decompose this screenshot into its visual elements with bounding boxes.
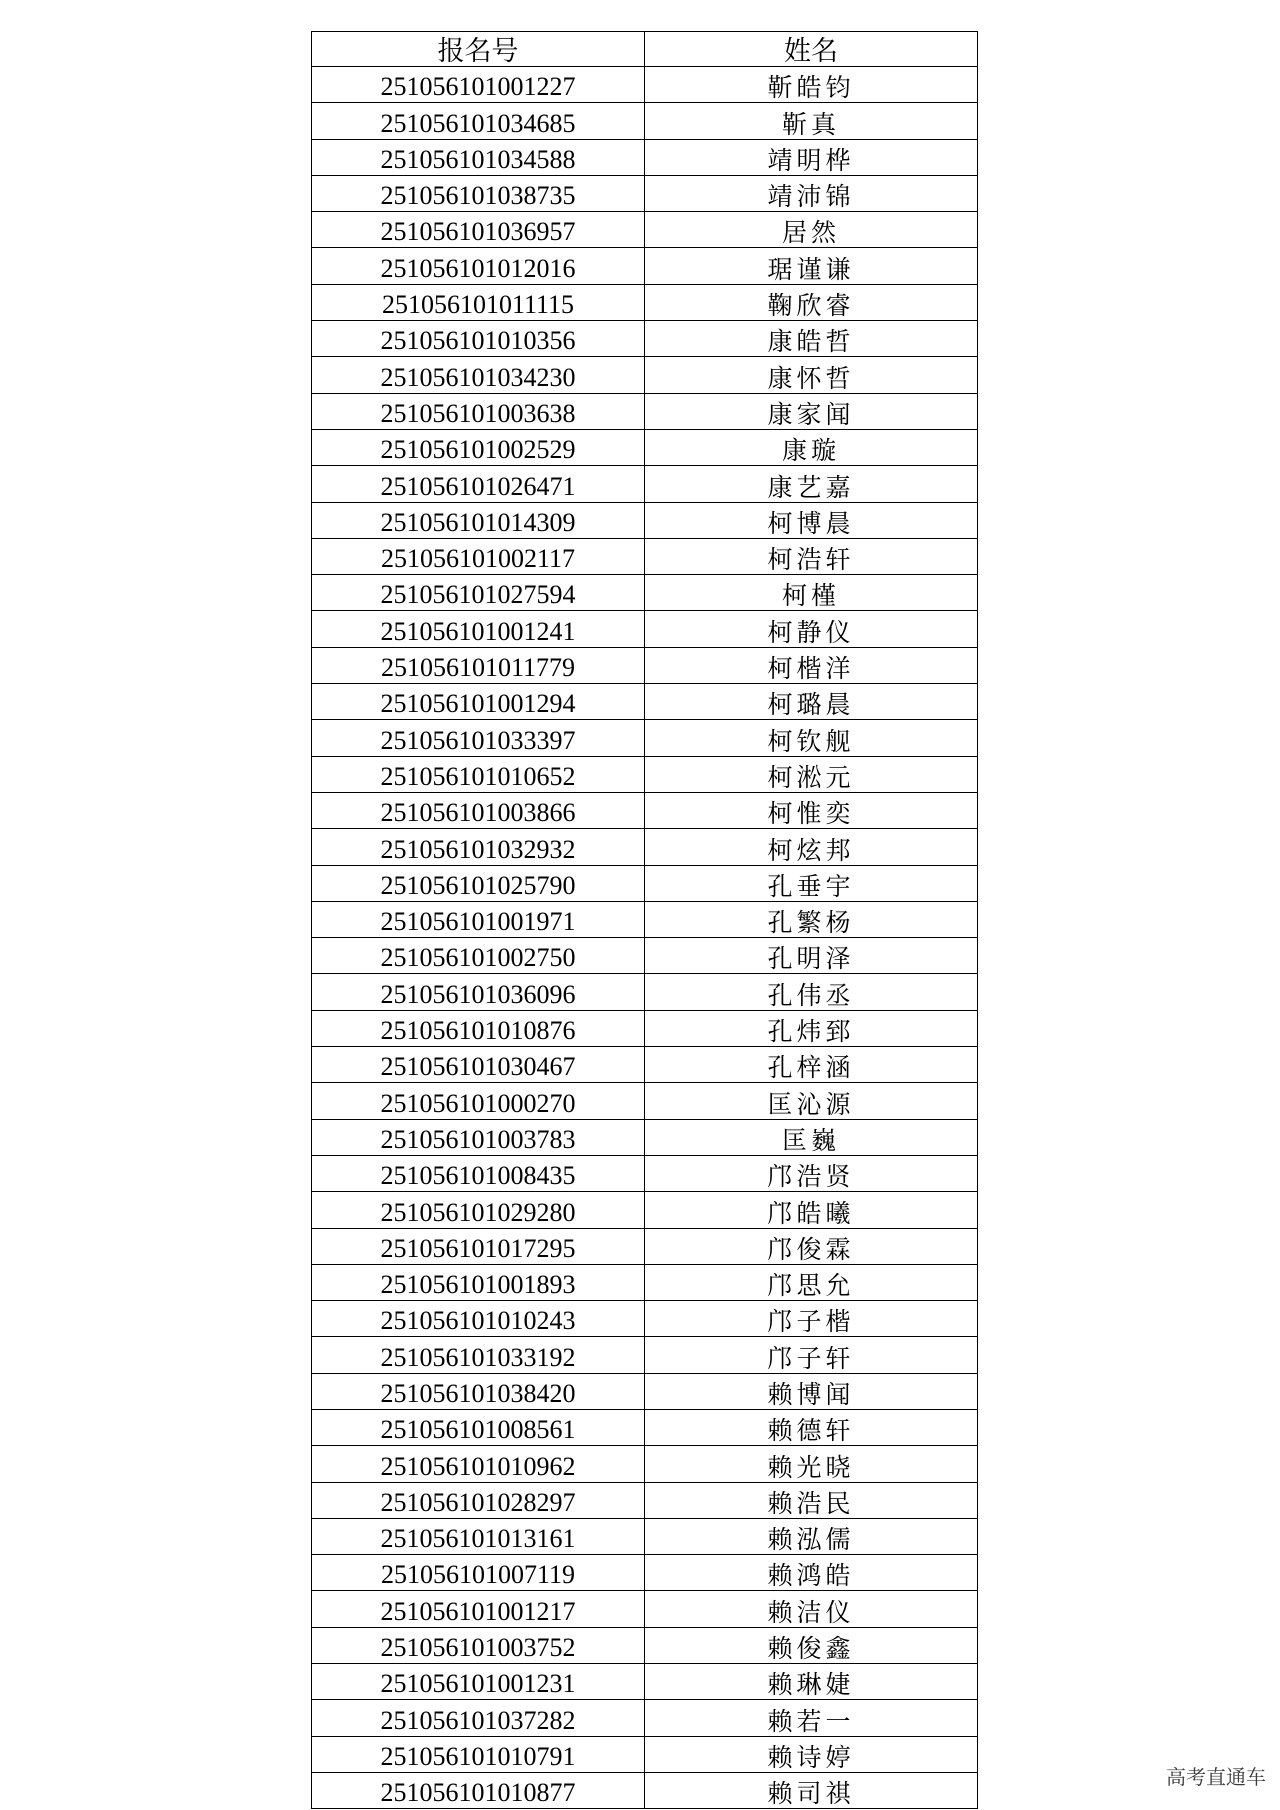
table-row — [312, 1192, 978, 1228]
registration-number-cell: 251056101025790 — [312, 865, 645, 901]
name-cell: 赖博闻 — [645, 1373, 978, 1409]
table-row — [312, 1119, 978, 1155]
name-cell: 赖俊鑫 — [645, 1627, 978, 1663]
table-row — [312, 1301, 978, 1337]
table-row — [312, 1155, 978, 1191]
table-row — [312, 212, 978, 248]
name-cell: 柯浩轩 — [645, 538, 978, 574]
name-cell: 赖德轩 — [645, 1409, 978, 1445]
registration-number-cell: 251056101001294 — [312, 684, 645, 720]
name-cell: 匡沁源 — [645, 1083, 978, 1119]
registration-number-cell: 251056101036957 — [312, 212, 645, 248]
table-row — [312, 393, 978, 429]
registration-number-cell: 251056101026471 — [312, 466, 645, 502]
registration-number-cell: 251056101036096 — [312, 974, 645, 1010]
table-row — [312, 1337, 978, 1373]
table-row — [312, 466, 978, 502]
registration-number-cell: 251056101010243 — [312, 1301, 645, 1337]
registration-number-cell: 251056101010877 — [312, 1772, 645, 1808]
table-row — [312, 502, 978, 538]
name-cell: 邝皓曦 — [645, 1192, 978, 1228]
registration-number-cell: 251056101010876 — [312, 1010, 645, 1046]
registration-number-cell: 251056101034588 — [312, 139, 645, 175]
name-cell: 邝子轩 — [645, 1337, 978, 1373]
table-row — [312, 1664, 978, 1700]
registration-number-cell: 251056101001893 — [312, 1264, 645, 1300]
table-row — [312, 103, 978, 139]
registration-number-cell: 251056101038735 — [312, 175, 645, 211]
registration-number-cell: 251056101027594 — [312, 575, 645, 611]
registration-number-cell: 251056101003866 — [312, 792, 645, 828]
table-row — [312, 1518, 978, 1554]
name-cell: 柯槿 — [645, 575, 978, 611]
table-row — [312, 175, 978, 211]
name-cell: 孔繁杨 — [645, 901, 978, 937]
roster-table — [311, 31, 978, 1809]
name-cell: 柯炫邦 — [645, 829, 978, 865]
name-cell: 孔明泽 — [645, 938, 978, 974]
registration-number-cell: 251056101034685 — [312, 103, 645, 139]
registration-number-cell: 251056101029280 — [312, 1192, 645, 1228]
table-row — [312, 1772, 978, 1808]
table-row — [312, 792, 978, 828]
registration-number-cell: 251056101002117 — [312, 538, 645, 574]
name-cell: 靖明桦 — [645, 139, 978, 175]
name-cell: 靳皓钧 — [645, 67, 978, 103]
name-cell: 赖光晓 — [645, 1446, 978, 1482]
table-row — [312, 938, 978, 974]
table-row — [312, 139, 978, 175]
table-row — [312, 1373, 978, 1409]
table-row — [312, 284, 978, 320]
registration-number-cell: 251056101038420 — [312, 1373, 645, 1409]
name-cell: 康怀哲 — [645, 357, 978, 393]
registration-number-cell: 251056101017295 — [312, 1228, 645, 1264]
registration-number-cell: 251056101002750 — [312, 938, 645, 974]
registration-number-cell: 251056101003783 — [312, 1119, 645, 1155]
registration-number-cell: 251056101000270 — [312, 1083, 645, 1119]
table-row — [312, 1482, 978, 1518]
name-cell: 琚谨谦 — [645, 248, 978, 284]
table-row — [312, 1409, 978, 1445]
registration-number-cell: 251056101001231 — [312, 1664, 645, 1700]
registration-number-cell: 251056101012016 — [312, 248, 645, 284]
header-row — [312, 32, 978, 67]
registration-number-cell: 251056101011115 — [312, 284, 645, 320]
name-cell: 居然 — [645, 212, 978, 248]
name-cell: 靳真 — [645, 103, 978, 139]
name-cell: 柯璐晨 — [645, 684, 978, 720]
name-cell: 康家闻 — [645, 393, 978, 429]
table-row — [312, 684, 978, 720]
registration-number-cell: 251056101001241 — [312, 611, 645, 647]
name-cell: 鞠欣睿 — [645, 284, 978, 320]
table-row — [312, 1591, 978, 1627]
table-row — [312, 901, 978, 937]
table-row — [312, 756, 978, 792]
registration-number-cell: 251056101033397 — [312, 720, 645, 756]
name-cell: 孔梓涵 — [645, 1047, 978, 1083]
table-row — [312, 1555, 978, 1591]
table-row — [312, 1264, 978, 1300]
registration-number-cell: 251056101030467 — [312, 1047, 645, 1083]
name-cell: 赖司祺 — [645, 1772, 978, 1808]
registration-number-cell: 251056101003752 — [312, 1627, 645, 1663]
name-cell: 赖若一 — [645, 1700, 978, 1736]
header-registration-number: 报名号 — [312, 32, 645, 67]
name-cell: 柯淞元 — [645, 756, 978, 792]
table-row — [312, 829, 978, 865]
name-cell: 赖诗婷 — [645, 1736, 978, 1772]
table-row — [312, 357, 978, 393]
table-header — [312, 32, 978, 67]
registration-number-cell: 251056101033192 — [312, 1337, 645, 1373]
name-cell: 赖泓儒 — [645, 1518, 978, 1554]
registration-number-cell: 251056101010791 — [312, 1736, 645, 1772]
table-row — [312, 321, 978, 357]
registration-number-cell: 251056101028297 — [312, 1482, 645, 1518]
registration-number-cell: 251056101032932 — [312, 829, 645, 865]
table-row — [312, 720, 978, 756]
registration-number-cell: 251056101001227 — [312, 67, 645, 103]
name-cell: 邝子楷 — [645, 1301, 978, 1337]
name-cell: 匡巍 — [645, 1119, 978, 1155]
registration-number-cell: 251056101001971 — [312, 901, 645, 937]
name-cell: 柯静仪 — [645, 611, 978, 647]
table-body — [312, 67, 978, 1809]
table-row — [312, 1083, 978, 1119]
registration-number-cell: 251056101008561 — [312, 1409, 645, 1445]
registration-number-cell: 251056101007119 — [312, 1555, 645, 1591]
table-row — [312, 974, 978, 1010]
name-cell: 柯博晨 — [645, 502, 978, 538]
registration-number-cell: 251056101002529 — [312, 429, 645, 465]
table-row — [312, 1700, 978, 1736]
name-cell: 邝思允 — [645, 1264, 978, 1300]
name-cell: 赖洁仪 — [645, 1591, 978, 1627]
name-cell: 康璇 — [645, 429, 978, 465]
table-row — [312, 1446, 978, 1482]
registration-number-cell: 251056101034230 — [312, 357, 645, 393]
name-cell: 康皓哲 — [645, 321, 978, 357]
registration-number-cell: 251056101001217 — [312, 1591, 645, 1627]
table-row — [312, 1047, 978, 1083]
table-row — [312, 1010, 978, 1046]
registration-number-cell: 251056101008435 — [312, 1155, 645, 1191]
header-name: 姓名 — [645, 32, 978, 67]
watermark: 高考直通车 — [1166, 1765, 1266, 1789]
table-row — [312, 1736, 978, 1772]
registration-number-cell: 251056101010356 — [312, 321, 645, 357]
table-row — [312, 611, 978, 647]
name-cell: 柯楷洋 — [645, 647, 978, 683]
table-row — [312, 865, 978, 901]
table-row — [312, 248, 978, 284]
name-cell: 赖浩民 — [645, 1482, 978, 1518]
name-cell: 赖琳婕 — [645, 1664, 978, 1700]
name-cell: 邝浩贤 — [645, 1155, 978, 1191]
name-cell: 靖沛锦 — [645, 175, 978, 211]
name-cell: 孔垂宇 — [645, 865, 978, 901]
name-cell: 康艺嘉 — [645, 466, 978, 502]
name-cell: 柯钦舰 — [645, 720, 978, 756]
registration-number-cell: 251056101011779 — [312, 647, 645, 683]
registration-number-cell: 251056101013161 — [312, 1518, 645, 1554]
table-row — [312, 1228, 978, 1264]
registration-number-cell: 251056101003638 — [312, 393, 645, 429]
name-cell: 柯惟奕 — [645, 792, 978, 828]
registration-number-cell: 251056101037282 — [312, 1700, 645, 1736]
name-cell: 赖鸿皓 — [645, 1555, 978, 1591]
table-row — [312, 1627, 978, 1663]
name-cell: 孔炜郅 — [645, 1010, 978, 1046]
table-row — [312, 575, 978, 611]
table-row — [312, 538, 978, 574]
table-row — [312, 429, 978, 465]
name-cell: 邝俊霖 — [645, 1228, 978, 1264]
name-cell: 孔伟丞 — [645, 974, 978, 1010]
table-row — [312, 647, 978, 683]
registration-number-cell: 251056101014309 — [312, 502, 645, 538]
registration-number-cell: 251056101010652 — [312, 756, 645, 792]
registration-number-cell: 251056101010962 — [312, 1446, 645, 1482]
table-row — [312, 67, 978, 103]
